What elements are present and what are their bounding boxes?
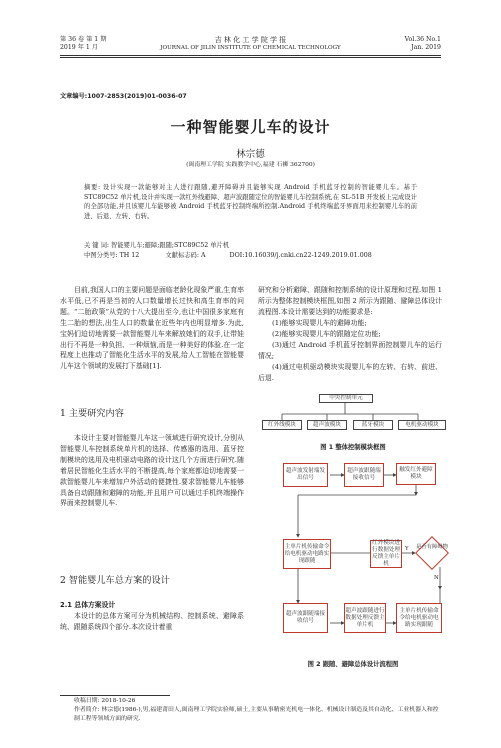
article-id: 文章编号:1007-2853(2019)01-0036-07: [60, 93, 187, 100]
author: 林宗德: [236, 149, 265, 160]
requirement-2: (2)能够实现婴儿车的跟随定位功能;: [272, 330, 381, 338]
requirement-1: (1)能够实现婴儿车的避障功能;: [272, 319, 367, 327]
keywords: 关 键 词: 智能婴儿车;避障;跟随;STC89C52 单片机: [84, 242, 230, 249]
header-left: [60, 36, 106, 52]
mcu-follow-command-box-2: 主单片机传输命令给电机驱动电路实现跟随: [396, 603, 442, 633]
issue-date: 2019 年 1 月: [60, 44, 98, 51]
obstacle-decision-label: 是否有障碍物: [416, 544, 448, 550]
affiliation: (闽南理工学院 实践教学中心,福建 石狮 362700): [186, 162, 315, 168]
bluetooth-module-box: 蓝牙模块: [353, 420, 393, 430]
ultrasonic-emitter-box: 超声波发射端发出信号: [283, 463, 328, 487]
header-right: [405, 36, 441, 52]
footer-rule: [60, 695, 170, 696]
infrared-module-box: 红外线模块: [262, 420, 302, 430]
date-en: Jan. 2019: [411, 44, 441, 51]
journal-name-cn: 吉 林 化 工 学 院 学 报: [214, 36, 287, 44]
author-bio: 作者简介: 林宗德(1986-),男,福建莆田人,闽南理工学院实验师,硕士,主要从事精密光机电一体化、机械设计制造及其自动化、工业机器人和控制工程等领域方面的研究.: [74, 707, 439, 723]
ultrasonic-receiver-box: 超声波跟随端接收信号: [344, 463, 384, 487]
ultrasonic-processing-box: 超声波跟随进行数据处理反馈主单片机: [344, 603, 386, 633]
intro-paragraph: 目前,我国人口的主要问题是面临老龄化现象严重,生育率水平低,已不再是当初的人口数量增长过快和高生育率的问题。“二胎政策”从党的十八大提出至今,也让中国很多家庭有生二胎的想法,出生人口的数量在近些年内也明显增多.为此,宝妈们迫切地需要一款智能婴儿车来解放她们的双手,让带娃出行不再是一种负担、一种烦恼,而是一种美好的体验.在一定程度上也推动了智能化生活水平的发展,给人工智能在智能婴儿车这个领域的发展打下基础[1].: [60, 286, 244, 371]
volume-issue: 第 36 卷 第 1 期: [60, 36, 107, 43]
paper-title: 一种智能婴儿车的设计: [170, 118, 331, 136]
section21-title: 2.1 总体方案设计: [60, 601, 116, 609]
section1-text: 本设计主要对智能婴儿车这一领域进行研究设计,分别从智能婴儿车控制系统单片机的选择、传感器的选用、蓝牙控制模块的选用及电机驱动电路的设计这几个方面进行研究.随着居民智能化生活水平的不断提高,每个家庭都迫切地需要一款智能婴儿车来增加户外活动的便捷性.要求智能婴儿车能够具备自动跟随和避障的功能,并且用户可以通过手机终端操作界面来控制婴儿车.: [60, 434, 244, 508]
journal-name-en: JOURNAL OF JILIN INSTITUTE OF CHEMICAL TECHNOLOGY: [160, 45, 341, 51]
abstract: 摘要: 设计实现一款能够对主人进行跟随,避开障碍并且能够实现 Android 手机蓝牙控制的智能婴儿车。基于 STC89C52 单片机,设计并实现一款红外线避障、超声波跟随定位的智能婴儿车控制系统,在 SL-51B 开发板上完成设计的全部功能,并且该婴儿车能够被 Android 手机蓝牙控制终端所控制.Android 手机终端蓝牙界面用来控制婴儿车的前进、后退、左转、右转。: [84, 184, 417, 220]
yes-label: Y: [405, 546, 409, 552]
document-code: 文献标志码: A: [165, 252, 206, 259]
doi: DOI:10.16039/j.cnki.cn22-1249.2019.01.008: [229, 252, 372, 259]
section1-title: 1 主要研究内容: [60, 408, 124, 419]
volume-en: Vol.36 No.1: [404, 36, 441, 43]
motor-driver-module-box: 电机驱动模块: [398, 420, 446, 430]
ultrasonic-receiver-box-2: 超声波跟随端接收信号: [283, 603, 328, 633]
clc-number: 中图分类号: TH 12: [84, 252, 140, 259]
ultrasonic-module-box: 超声波模块: [307, 420, 347, 430]
header-rule-top: [60, 55, 441, 56]
requirement-3: (3)通过 Android 手机蓝牙控制界面控制婴儿车的运行情况;: [258, 341, 442, 360]
infrared-processing-box: 红外模块进行数据处理反馈主单片机: [370, 540, 402, 568]
mcu-follow-command-box: 主单片机传输命令给电机驱动电路实现跟随: [283, 539, 331, 569]
received-date: 收稿日期: 2018-10-26: [74, 698, 136, 704]
header-center: [140, 36, 361, 52]
section21-text: 本设计的总体方案可分为机械结构、控制系统、避障系统、跟随系统四个部分.本次设计着重: [60, 612, 244, 631]
figure2-caption: 图 2 跟随、避障总体设计流程图: [307, 661, 399, 668]
central-control-unit-box: 中央控制单元: [319, 394, 373, 403]
trigger-infrared-box: 触发红外避障模块: [396, 463, 436, 485]
header-rule-bottom: [60, 57, 441, 58]
figure1-caption: 图 1 整体控制模块框图: [320, 444, 386, 451]
right-col-text: 研究和分析避障、跟随和控制系统的设计原理和过程.如图 1 所示为整体控制模块框图,如图 2 所示为跟随、避障总体设计流程图.本设计需要达到的功能要求是:: [258, 286, 442, 316]
no-label: N: [434, 575, 439, 581]
requirement-4: (4)通过电机驱动模块实现婴儿车的左转、右转、前进、后退.: [258, 363, 442, 382]
section2-title: 2 智能婴儿车总方案的设计: [60, 575, 170, 586]
classification-line: [84, 251, 424, 261]
